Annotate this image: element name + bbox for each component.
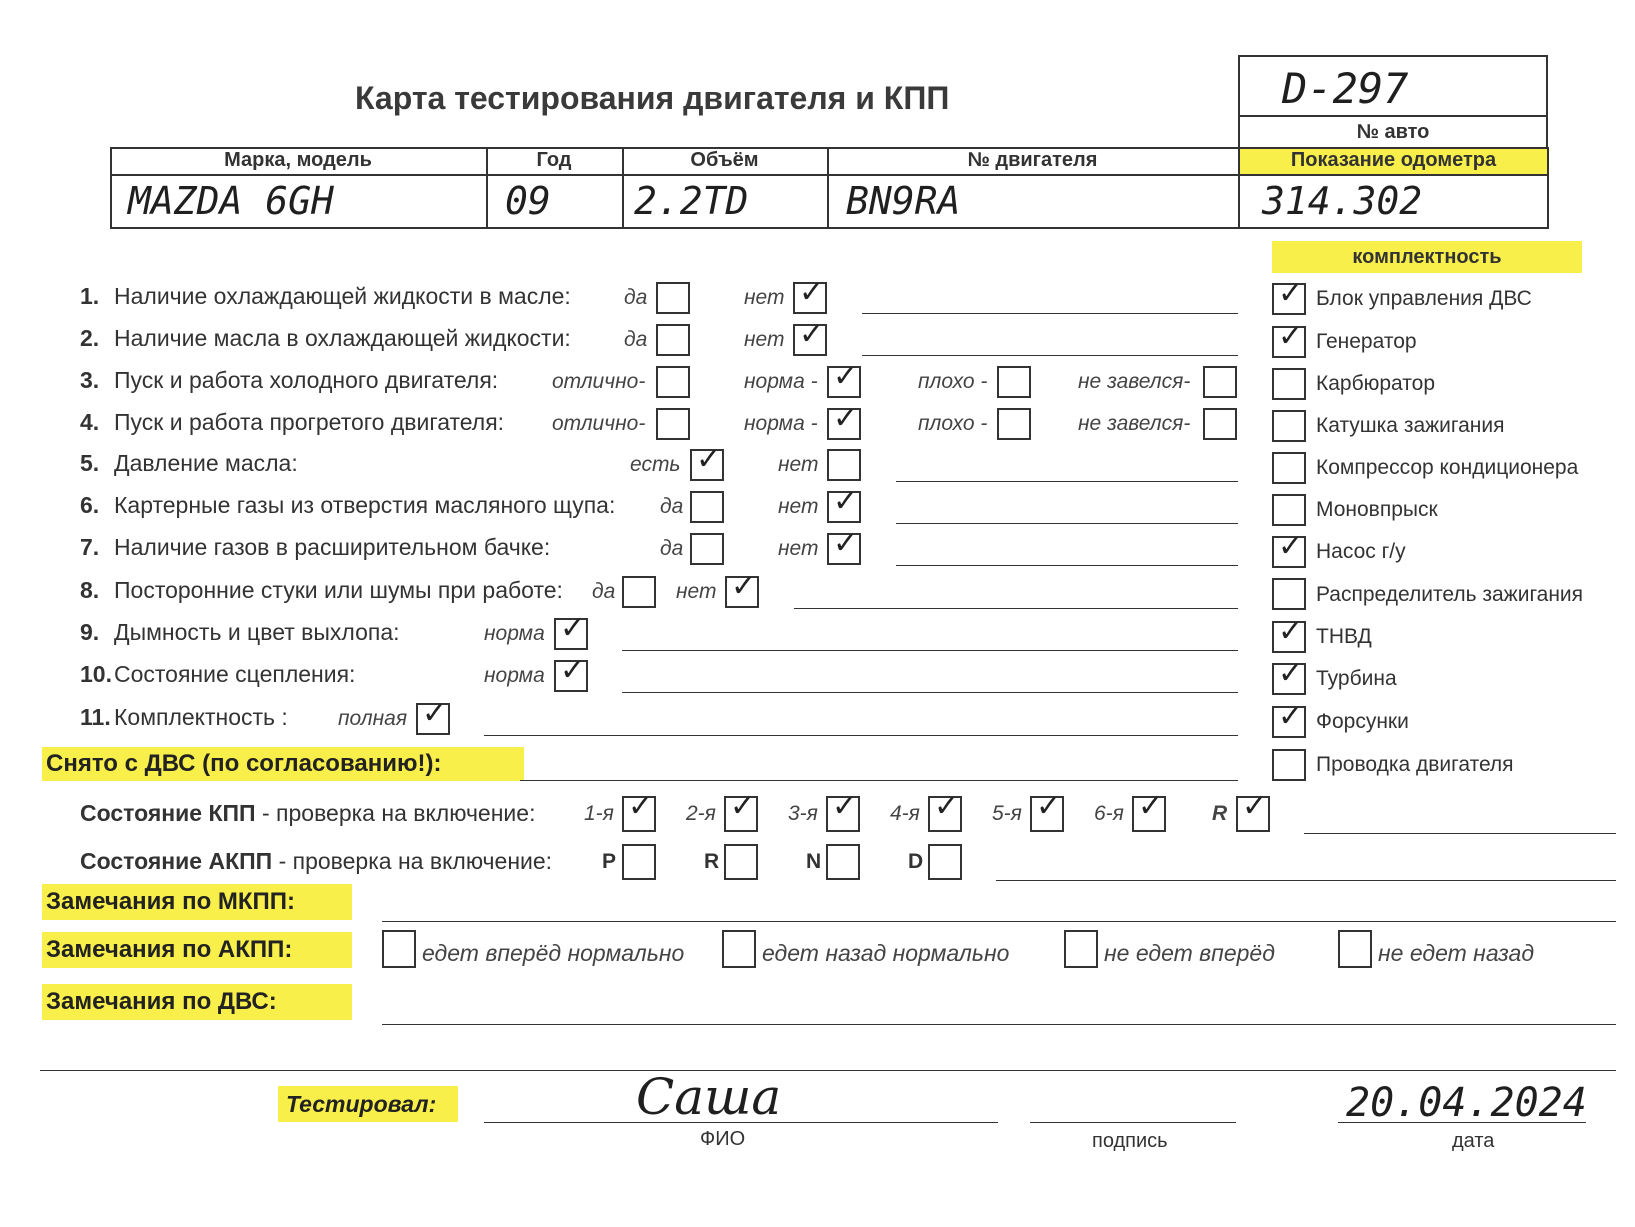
check-mark-icon: ✓ bbox=[1278, 614, 1304, 649]
header-row-divider bbox=[110, 174, 1549, 176]
gear-label: 6-я bbox=[1094, 802, 1124, 825]
kpp-label-bold: Состояние КПП bbox=[80, 800, 256, 826]
option-label: да bbox=[660, 537, 684, 560]
akpp-remark-label: едет вперёд нормально bbox=[422, 940, 685, 966]
footer-separator bbox=[40, 1070, 1616, 1071]
akpp-mode-checkbox[interactable] bbox=[826, 844, 860, 880]
kit-item-label: Катушка зажигания bbox=[1316, 414, 1505, 437]
option-label: отлично- bbox=[552, 412, 646, 435]
checkbox-checked[interactable] bbox=[793, 317, 827, 356]
option-label: да bbox=[592, 580, 616, 603]
akpp-remark-label: не едет назад bbox=[1378, 940, 1535, 966]
gear-label: 2-я bbox=[686, 802, 716, 825]
option-label: норма - bbox=[744, 370, 818, 393]
kit-checkbox[interactable] bbox=[1272, 749, 1306, 781]
car-number-value: D-297 bbox=[1282, 64, 1409, 113]
check-mark-icon: ✓ bbox=[422, 696, 448, 731]
kpp-label-rest: - проверка на включение: bbox=[255, 800, 536, 826]
odometer-value: 314.302 bbox=[1262, 179, 1423, 223]
tester-name-value: Саша bbox=[636, 1068, 782, 1126]
check-mark-icon: ✓ bbox=[799, 317, 825, 352]
gear-checkbox-checked[interactable] bbox=[1132, 789, 1166, 832]
check-mark-icon: ✓ bbox=[833, 359, 859, 394]
question-text: Состояние сцепления: bbox=[114, 661, 356, 687]
akpp-remark-label: не едет вперёд bbox=[1104, 940, 1275, 966]
gear-label: 3-я bbox=[788, 802, 818, 825]
date-value: 20.04.2024 bbox=[1346, 1080, 1587, 1126]
check-mark-icon: ✓ bbox=[560, 653, 586, 688]
checkbox[interactable] bbox=[690, 491, 724, 523]
akpp-remark-checkbox[interactable] bbox=[382, 930, 416, 968]
akpp-remark-label: едет назад нормально bbox=[762, 940, 1010, 966]
question-number: 5. bbox=[80, 450, 100, 476]
option-label: нет bbox=[744, 328, 785, 351]
tested-by-label: Тестировал: bbox=[278, 1086, 458, 1122]
name-caption: ФИО bbox=[700, 1128, 746, 1150]
kit-item-label: Генератор bbox=[1316, 330, 1417, 353]
question-text: Дымность и цвет выхлопа: bbox=[114, 619, 400, 645]
checkbox-checked[interactable] bbox=[827, 401, 861, 440]
kit-checkbox-checked[interactable] bbox=[1272, 699, 1306, 738]
check-mark-icon: ✓ bbox=[1278, 529, 1304, 564]
gear-checkbox-checked[interactable] bbox=[826, 789, 860, 832]
check-mark-icon: ✓ bbox=[1138, 789, 1164, 824]
comment-line[interactable] bbox=[896, 481, 1238, 482]
comment-line[interactable] bbox=[622, 650, 1238, 651]
checkbox-checked[interactable] bbox=[827, 484, 861, 523]
option-label: плохо - bbox=[918, 370, 988, 393]
year-label: Год bbox=[536, 149, 572, 171]
checkbox[interactable] bbox=[656, 324, 690, 356]
option-label: да bbox=[624, 286, 648, 309]
make-label: Марка, модель bbox=[224, 149, 372, 171]
check-mark-icon: ✓ bbox=[1278, 319, 1304, 354]
kit-checkbox[interactable] bbox=[1272, 368, 1306, 400]
date-caption: дата bbox=[1452, 1130, 1495, 1152]
volume-value: 2.2TD bbox=[634, 179, 749, 223]
remarks-mkpp-line[interactable] bbox=[382, 921, 1616, 922]
signature-line[interactable] bbox=[1030, 1122, 1236, 1123]
kit-checkbox-checked[interactable] bbox=[1272, 656, 1306, 695]
question-text: Наличие масла в охлаждающей жидкости: bbox=[114, 325, 571, 351]
check-mark-icon: ✓ bbox=[731, 569, 757, 604]
check-mark-icon: ✓ bbox=[833, 526, 859, 561]
checkbox-checked[interactable] bbox=[827, 526, 861, 565]
kit-checkbox-checked[interactable] bbox=[1272, 614, 1306, 653]
year-value: 09 bbox=[505, 179, 551, 223]
question-text: Пуск и работа холодного двигателя: bbox=[114, 367, 499, 393]
checkbox-checked[interactable] bbox=[554, 653, 588, 692]
kit-item-label: Моновпрыск bbox=[1316, 498, 1438, 521]
gear-label: 1-я bbox=[584, 802, 614, 825]
date-line[interactable] bbox=[1338, 1122, 1586, 1123]
question-text: Наличие газов в расширительном бачке: bbox=[114, 534, 551, 560]
option-label: да bbox=[660, 495, 684, 518]
question-number: 11. bbox=[80, 704, 111, 730]
gear-checkbox-checked[interactable] bbox=[1236, 789, 1270, 832]
checkbox-checked[interactable] bbox=[793, 275, 827, 314]
check-mark-icon: ✓ bbox=[832, 789, 858, 824]
comment-line[interactable] bbox=[484, 735, 1238, 736]
checkbox[interactable] bbox=[997, 366, 1031, 398]
question-text: Посторонние стуки или шумы при работе: bbox=[114, 577, 563, 603]
kpp-label bbox=[80, 800, 535, 827]
check-mark-icon: ✓ bbox=[628, 789, 654, 824]
option-label: нет bbox=[778, 453, 819, 476]
option-label: норма bbox=[484, 664, 545, 687]
checkbox-checked[interactable] bbox=[827, 359, 861, 398]
comment-line[interactable] bbox=[896, 523, 1238, 524]
signature-caption: подпись bbox=[1092, 1130, 1168, 1152]
check-mark-icon: ✓ bbox=[730, 789, 756, 824]
kit-checkbox[interactable] bbox=[1272, 452, 1306, 484]
kit-item-label: Компрессор кондиционера bbox=[1316, 456, 1579, 479]
option-label: отлично- bbox=[552, 370, 646, 393]
kit-checkbox-checked[interactable] bbox=[1272, 276, 1306, 315]
question-number: 6. bbox=[80, 492, 100, 518]
question-text: Картерные газы из отверстия масляного щупа: bbox=[114, 492, 616, 518]
checkbox[interactable] bbox=[622, 576, 656, 608]
comment-line[interactable] bbox=[622, 692, 1238, 693]
name-line[interactable] bbox=[484, 1122, 998, 1123]
question-number: 9. bbox=[80, 619, 100, 645]
question-text: Пуск и работа прогретого двигателя: bbox=[114, 409, 505, 435]
kit-item-label: Турбина bbox=[1316, 667, 1397, 690]
kit-title: комплектность bbox=[1272, 241, 1582, 273]
check-mark-icon: ✓ bbox=[1278, 276, 1304, 311]
check-mark-icon: ✓ bbox=[833, 401, 859, 436]
checkbox[interactable] bbox=[656, 408, 690, 440]
kit-checkbox[interactable] bbox=[1272, 410, 1306, 442]
question-text: Давление масла: bbox=[114, 450, 298, 476]
question-text: Комплектность : bbox=[114, 704, 288, 730]
question-number: 2. bbox=[80, 325, 100, 351]
kit-item-label: Блок управления ДВС bbox=[1316, 287, 1532, 310]
comment-line[interactable] bbox=[896, 565, 1238, 566]
checkbox-checked[interactable] bbox=[690, 442, 724, 481]
akpp-label bbox=[80, 848, 552, 875]
gear-checkbox-checked[interactable] bbox=[724, 789, 758, 832]
checkbox[interactable] bbox=[656, 282, 690, 314]
checkbox-checked[interactable] bbox=[416, 696, 450, 735]
checkbox[interactable] bbox=[827, 449, 861, 481]
kit-checkbox-checked[interactable] bbox=[1272, 529, 1306, 568]
akpp-mode-label: P bbox=[602, 850, 617, 873]
checkbox[interactable] bbox=[1203, 366, 1237, 398]
question-text: Наличие охлаждающей жидкости в масле: bbox=[114, 283, 571, 309]
kit-item-label: ТНВД bbox=[1316, 625, 1372, 648]
kit-item-label: Проводка двигателя bbox=[1316, 753, 1514, 776]
question-number: 10. bbox=[80, 661, 112, 687]
checkbox[interactable] bbox=[656, 366, 690, 398]
option-label: нет bbox=[676, 580, 717, 603]
gear-checkbox-checked[interactable] bbox=[622, 789, 656, 832]
akpp-mode-checkbox[interactable] bbox=[724, 844, 758, 880]
check-mark-icon: ✓ bbox=[560, 611, 586, 646]
checkbox[interactable] bbox=[997, 408, 1031, 440]
option-label: да bbox=[624, 328, 648, 351]
option-label: плохо - bbox=[918, 412, 988, 435]
akpp-mode-label: R bbox=[704, 850, 720, 873]
akpp-remark-checkbox[interactable] bbox=[1338, 930, 1372, 968]
kit-item-label: Распределитель зажигания bbox=[1316, 583, 1584, 606]
option-label: нет bbox=[778, 537, 819, 560]
kit-item-label: Карбюратор bbox=[1316, 372, 1436, 395]
akpp-comment-line[interactable] bbox=[996, 880, 1616, 881]
kit-checkbox[interactable] bbox=[1272, 578, 1306, 610]
gear-checkbox-checked[interactable] bbox=[1030, 789, 1064, 832]
option-label: норма bbox=[484, 622, 545, 645]
option-label: не завелся- bbox=[1078, 370, 1191, 393]
akpp-mode-label: D bbox=[908, 850, 924, 873]
gear-label: 5-я bbox=[992, 802, 1022, 825]
gear-label: R bbox=[1212, 802, 1228, 825]
akpp-remark-checkbox[interactable] bbox=[1064, 930, 1098, 968]
remarks-dvs-line[interactable] bbox=[382, 1024, 1616, 1025]
removed-label: Снято с ДВС (по согласованию!): bbox=[42, 747, 524, 781]
volume-label: Объём bbox=[690, 149, 759, 171]
question-number: 8. bbox=[80, 577, 100, 603]
checkbox[interactable] bbox=[1203, 408, 1237, 440]
make-value: MAZDA 6GH bbox=[128, 179, 334, 223]
comment-line[interactable] bbox=[862, 313, 1238, 314]
option-label: полная bbox=[338, 707, 408, 730]
gear-label: 4-я bbox=[890, 802, 920, 825]
kit-checkbox[interactable] bbox=[1272, 494, 1306, 526]
check-mark-icon: ✓ bbox=[799, 275, 825, 310]
option-label: норма - bbox=[744, 412, 818, 435]
comment-line[interactable] bbox=[862, 355, 1238, 356]
gear-checkbox-checked[interactable] bbox=[928, 789, 962, 832]
checkbox[interactable] bbox=[690, 533, 724, 565]
removed-line[interactable] bbox=[520, 780, 1238, 781]
question-number: 1. bbox=[80, 283, 100, 309]
kit-checkbox-checked[interactable] bbox=[1272, 319, 1306, 358]
car-number-label: № авто bbox=[1356, 121, 1430, 143]
check-mark-icon: ✓ bbox=[1278, 699, 1304, 734]
form-title: Карта тестирования двигателя и КПП bbox=[355, 80, 950, 116]
check-mark-icon: ✓ bbox=[833, 484, 859, 519]
option-label: не завелся- bbox=[1078, 412, 1191, 435]
remarks-dvs-label: Замечания по ДВС: bbox=[42, 984, 352, 1020]
engine-label: № двигателя bbox=[967, 149, 1098, 171]
akpp-mode-label: N bbox=[806, 850, 822, 873]
comment-line[interactable] bbox=[794, 608, 1238, 609]
odometer-label: Показание одометра bbox=[1290, 149, 1497, 171]
checkbox-checked[interactable] bbox=[554, 611, 588, 650]
question-number: 3. bbox=[80, 367, 100, 393]
option-label: нет bbox=[778, 495, 819, 518]
akpp-label-bold: Состояние АКПП bbox=[80, 848, 273, 874]
remarks-mkpp-label: Замечания по МКПП: bbox=[42, 884, 352, 920]
remarks-akpp-label: Замечания по АКПП: bbox=[42, 932, 352, 968]
akpp-mode-checkbox[interactable] bbox=[622, 844, 656, 880]
check-mark-icon: ✓ bbox=[1036, 789, 1062, 824]
question-number: 7. bbox=[80, 534, 100, 560]
checkbox-checked[interactable] bbox=[725, 569, 759, 608]
check-mark-icon: ✓ bbox=[696, 442, 722, 477]
option-label: нет bbox=[744, 286, 785, 309]
option-label: есть bbox=[630, 453, 681, 476]
question-number: 4. bbox=[80, 409, 100, 435]
kit-item-label: Насос г/у bbox=[1316, 540, 1406, 563]
akpp-label-rest: - проверка на включение: bbox=[272, 848, 553, 874]
check-mark-icon: ✓ bbox=[1278, 656, 1304, 691]
akpp-remark-checkbox[interactable] bbox=[722, 930, 756, 968]
kit-item-label: Форсунки bbox=[1316, 710, 1409, 733]
akpp-mode-checkbox[interactable] bbox=[928, 844, 962, 880]
kpp-comment-line[interactable] bbox=[1304, 833, 1616, 834]
check-mark-icon: ✓ bbox=[934, 789, 960, 824]
engine-value: BN9RA bbox=[846, 179, 961, 223]
check-mark-icon: ✓ bbox=[1242, 789, 1268, 824]
